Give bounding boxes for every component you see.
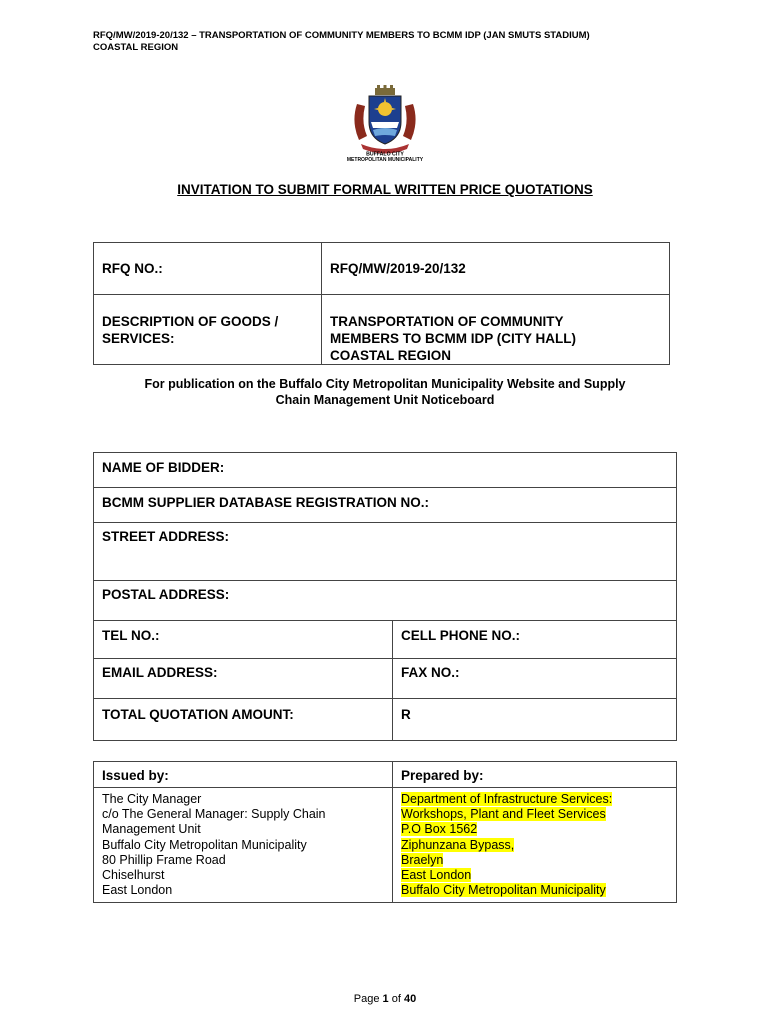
issued-by-address	[94, 788, 393, 903]
tel-no-field[interactable]: TEL NO.:	[94, 621, 393, 659]
logo-caption-1: BUFFALO CITY	[366, 151, 404, 158]
issued-line: Management Unit	[102, 822, 201, 837]
description-value	[322, 295, 670, 365]
prepared-by-address	[393, 788, 677, 903]
description-value-line: MEMBERS TO BCMM IDP (CITY HALL)	[330, 331, 576, 346]
bidder-details-table	[93, 452, 677, 741]
postal-address-field[interactable]: POSTAL ADDRESS:	[94, 581, 677, 621]
prepared-by-label: Prepared by:	[393, 762, 677, 788]
prepared-line: Braelyn	[401, 852, 444, 867]
page-footer	[0, 993, 770, 1005]
issued-line: 80 Phillip Frame Road	[102, 852, 226, 867]
page-title: INVITATION TO SUBMIT FORMAL WRITTEN PRICE QUOTATIONS	[177, 182, 593, 197]
rfq-no-value: RFQ/MW/2019-20/132	[322, 243, 670, 295]
publication-note	[93, 376, 677, 408]
issued-line: East London	[102, 883, 173, 898]
total-pages: 40	[403, 993, 417, 1005]
supplier-registration-field[interactable]: BCMM SUPPLIER DATABASE REGISTRATION NO.:	[94, 488, 677, 523]
prepared-line: Workshops, Plant and Fleet Services	[401, 807, 606, 822]
header-line-2: COASTAL REGION	[93, 42, 179, 53]
rfq-table	[93, 242, 670, 365]
prepared-line: East London	[401, 868, 472, 883]
issued-line: Buffalo City Metropolitan Municipality	[102, 837, 307, 852]
logo-caption-2: METROPOLITAN MUNICIPALITY	[346, 157, 424, 162]
description-label-line: DESCRIPTION OF GOODS /	[102, 314, 279, 329]
rfq-no-label: RFQ NO.:	[94, 243, 322, 295]
issued-line: Chiselhurst	[102, 868, 165, 883]
fax-no-field[interactable]: FAX NO.:	[393, 659, 677, 699]
prepared-line: Ziphunzana Bypass,	[401, 837, 515, 852]
issued-line: c/o The General Manager: Supply Chain	[102, 807, 326, 822]
document-header	[93, 30, 693, 54]
description-label	[94, 295, 322, 365]
issued-line: The City Manager	[102, 792, 202, 806]
street-address-field[interactable]: STREET ADDRESS:	[94, 523, 677, 581]
description-value-line: TRANSPORTATION OF COMMUNITY	[330, 314, 564, 329]
publication-line: For publication on the Buffalo City Metropolitan Municipality Website and Supply	[144, 377, 626, 391]
of-word: of	[391, 993, 401, 1005]
bcmm-logo-icon	[345, 82, 425, 162]
description-value-line: COASTAL REGION	[330, 348, 452, 363]
issued-by-label: Issued by:	[94, 762, 393, 788]
prepared-line: Department of Infrastructure Services:	[401, 792, 613, 806]
total-quotation-label: TOTAL QUOTATION AMOUNT:	[94, 699, 393, 741]
header-line-1: RFQ/MW/2019-20/132 – TRANSPORTATION OF COMMUNITY MEMBERS TO BCMM IDP (JAN SMUTS STADIUM)	[93, 30, 590, 41]
cell-phone-field[interactable]: CELL PHONE NO.:	[393, 621, 677, 659]
prepared-line: Buffalo City Metropolitan Municipality	[401, 883, 606, 898]
publication-line: Chain Management Unit Noticeboard	[275, 393, 495, 407]
description-label-line: SERVICES:	[102, 331, 175, 346]
email-address-field[interactable]: EMAIL ADDRESS:	[94, 659, 393, 699]
page-number: 1	[382, 993, 389, 1005]
total-quotation-field[interactable]: R	[393, 699, 677, 741]
page-word: Page	[353, 993, 380, 1005]
prepared-line: P.O Box 1562	[401, 822, 478, 837]
name-of-bidder-field[interactable]: NAME OF BIDDER:	[94, 453, 677, 488]
issued-prepared-table	[93, 761, 677, 903]
